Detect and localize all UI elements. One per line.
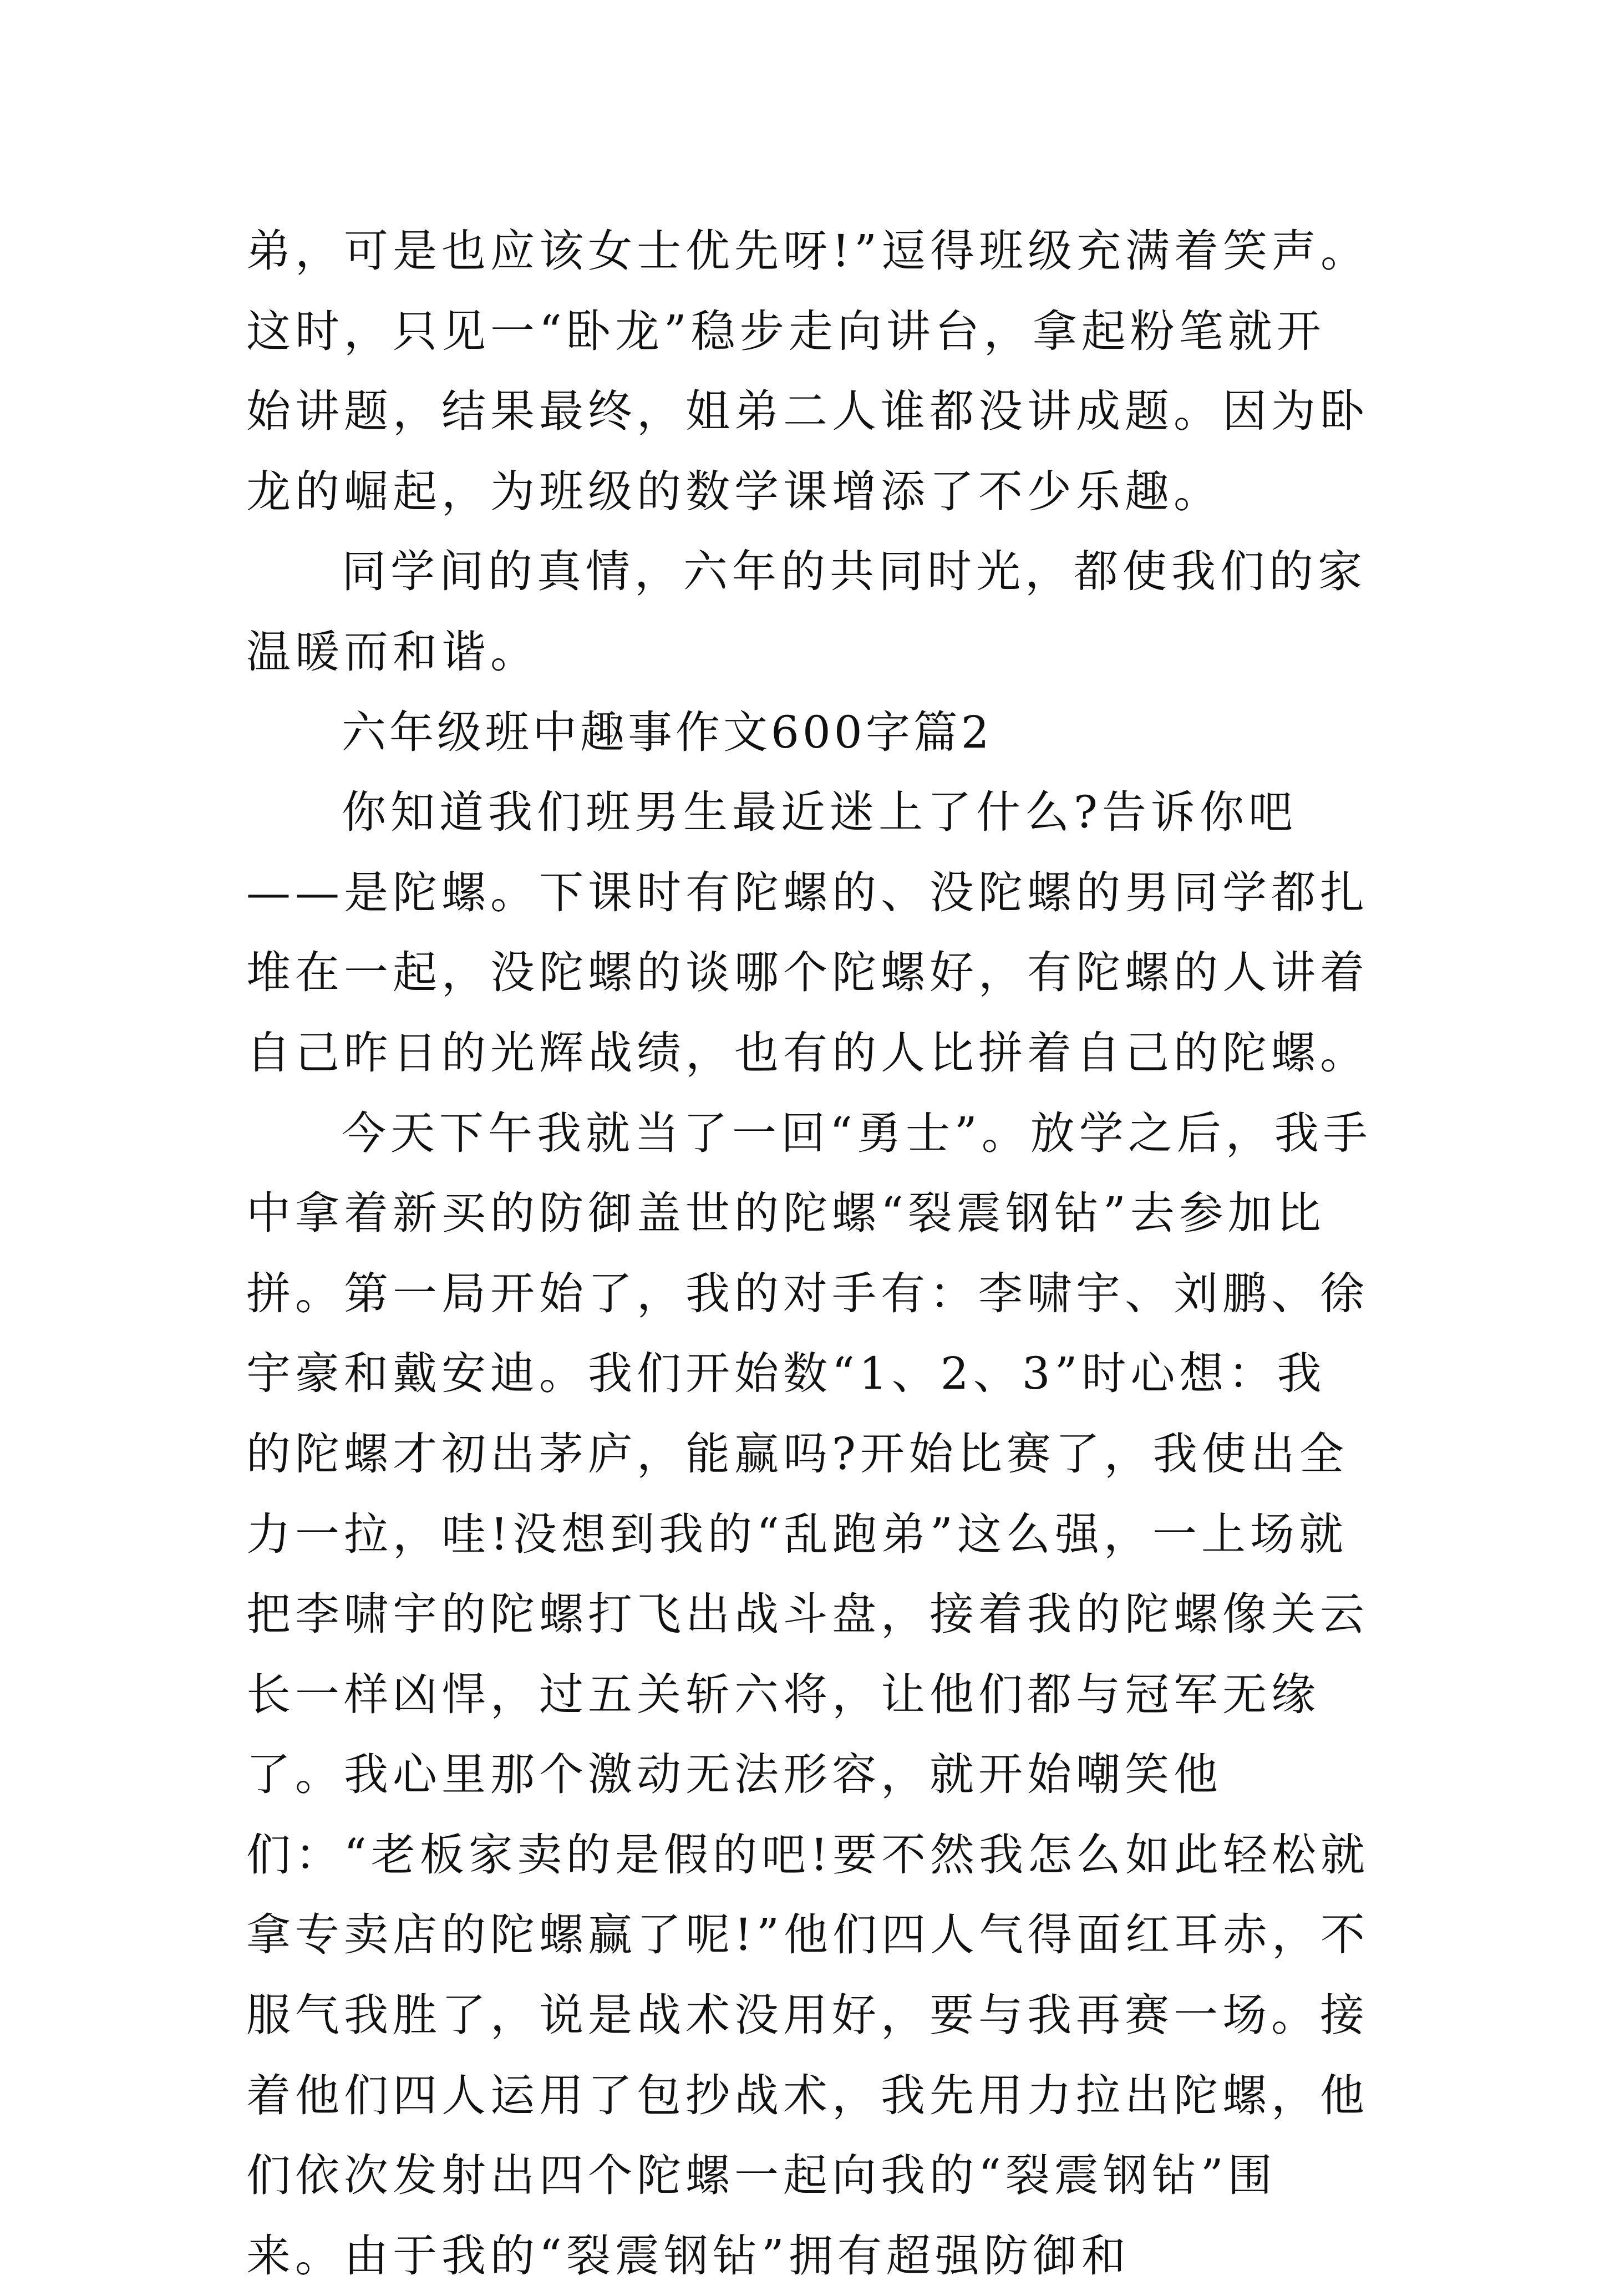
paragraph-story: 今天下午我就当了一回“勇士”。放学之后，我手中拿着新买的防御盖世的陀螺“裂震钢钻”去参加比拼。第一局开始了，我的对手有：李啸宇、刘鹏、徐宇豪和戴安迪。我们开始数“1、2、3”时心想：我的陀螺才初出茅庐，能赢吗?开始比赛了，我使出全力一拉，哇!没想到我的“乱跑弟”这么强，一上场就把李啸宇的陀螺打飞出战斗盘，接着我的陀螺像关云长一样凶悍，过五关斩六将，让他们都与冠军无缘了。我心里那个激动无法形容，就开始嘲笑他们：“老板家卖的是假的吧!要不然我怎么如此轻松就拿专卖店的陀螺赢了呢!”他们四人气得面红耳赤，不服气我胜了，说是战术没用好，要与我再赛一场。接着他们四人运用了包抄战术，我先用力拉出陀螺，他们依次发射出四个陀螺一起向我的“裂震钢钻”围来。由于我的“裂震钢钻”拥有超强防御和: [246, 1107, 1372, 2282]
document-body: [246, 211, 1372, 2296]
section-heading: 六年级班中趣事作文600字篇2: [342, 706, 993, 758]
paragraph-continuation: 弟，可是也应该女士优先呀!”逗得班级充满着笑声。这时，只见一“卧龙”稳步走向讲台，拿起粉笔就开始讲题，结果最终，姐弟二人谁都没讲成题。因为卧龙的崛起，为班级的数学课增添了不少乐趣。: [246, 225, 1370, 517]
paragraph-intro: 你知道我们班男生最近迷上了什么?告诉你吧——是陀螺。下课时有陀螺的、没陀螺的男同学都扎堆在一起，没陀螺的谈哪个陀螺好，有陀螺的人讲着自己昨日的光辉战绩，也有的人比拼着自己的陀螺。: [246, 786, 1369, 1079]
paragraph-closing: 同学间的真情，六年的共同时光，都使我们的家温暖而和谐。: [246, 546, 1367, 678]
